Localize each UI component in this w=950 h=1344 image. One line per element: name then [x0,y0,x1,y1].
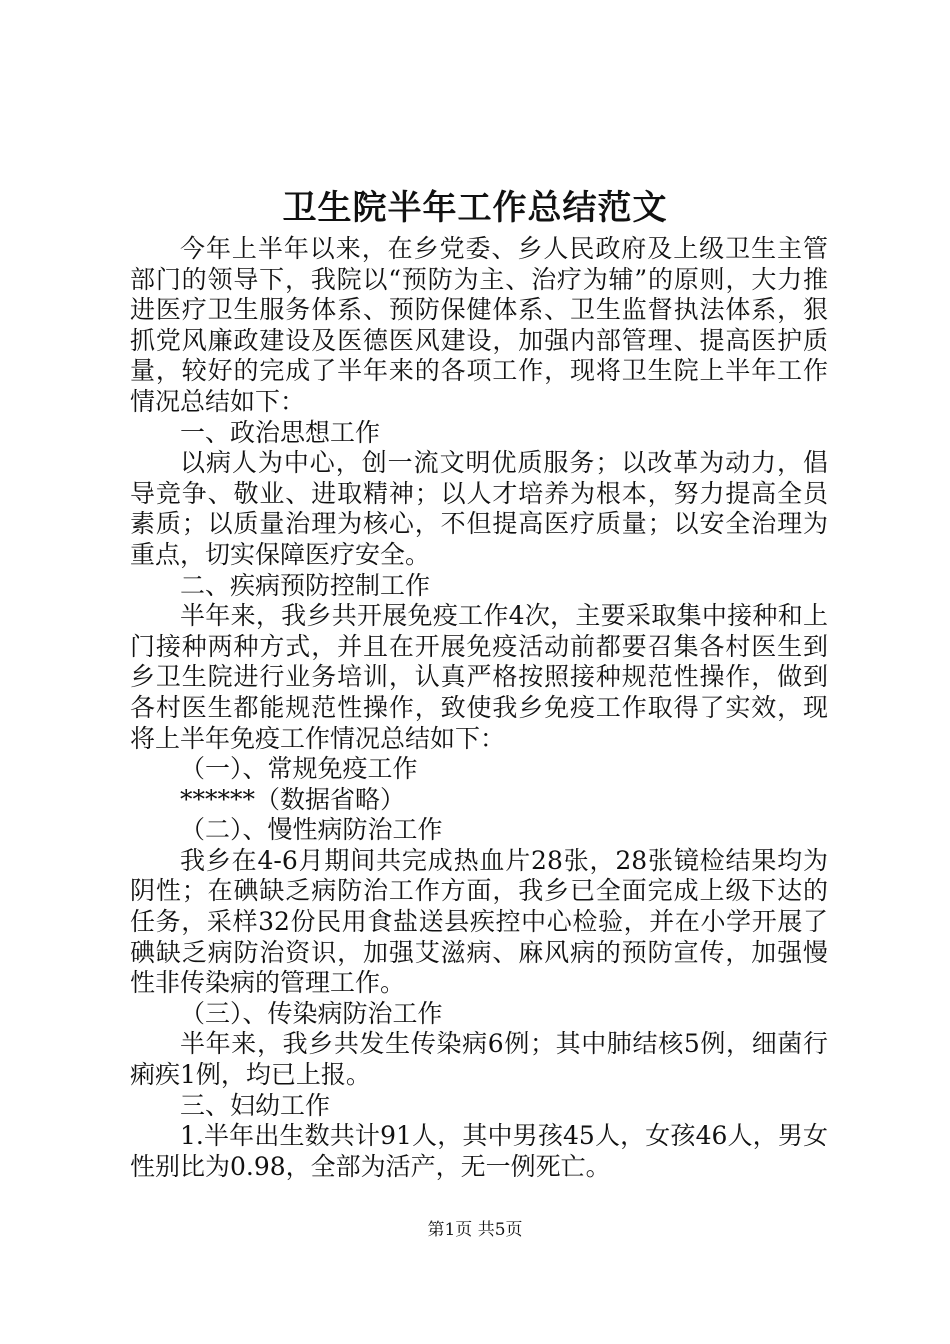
document-body [130,234,828,1182]
chronic-disease-paragraph: 我乡在4-6月期间共完成热血片28张，28张镜检结果均为阴性；在碘缺乏病防治工作方面，我乡已全面完成上级下达的任务，采样32份民用食盐送县疾控中心检验，并在小学开展了碘缺乏病防治资识，加强艾滋病、麻风病的预防宣传，加强慢性非传染病的管理工作。 [130,845,828,998]
section-heading-politics: 一、政治思想工作 [180,417,381,447]
disease-prevention-paragraph: 半年来，我乡共开展免疫工作4次，主要采取集中接种和上门接种两种方式，并且在开展免疫活动前都要召集各村医生到乡卫生院进行业务培训，认真严格按照接种规范性操作，做到各村医生都能规范性操作，致使我乡免疫工作取得了实效，现将上半年免疫工作情况总结如下： [130,601,828,753]
section-heading-disease-prevention: 二、疾病预防控制工作 [180,570,431,600]
omitted-data-line: ******（数据省略） [180,784,406,814]
intro-paragraph: 今年上半年以来，在乡党委、乡人民政府及上级卫生主管部门的领导下，我院以“预防为主、治疗为辅”的原则，大力推进医疗卫生服务体系、预防保健体系、卫生监督执法体系，狠抓党风廉政建设及医德医风建设，加强内部管理、提高医护质量，较好的完成了半年来的各项工作，现将卫生院上半年工作情况总结如下： [130,234,828,416]
subheading-chronic-disease: （二）、慢性病防治工作 [180,815,443,845]
infectious-disease-paragraph: 半年来，我乡共发生传染病6例；其中肺结核5例，细菌行痢疾1例，均已上报。 [130,1029,828,1090]
document-title: 卫生院半年工作总结范文 [282,188,668,228]
page-footer: 第1页 共5页 [427,1220,523,1240]
maternal-child-paragraph: 1.半年出生数共计91人，其中男孩45人，女孩46人，男女性别比为0.98，全部为活产，无一例死亡。 [130,1121,828,1181]
subheading-routine-immunization: （一）、常规免疫工作 [180,754,418,784]
section-heading-maternal-child: 三、妇幼工作 [180,1090,331,1120]
politics-paragraph: 以病人为中心，创一流文明优质服务；以改革为动力，倡导竞争、敬业、进取精神；以人才培养为根本，努力提高全员素质；以质量治理为核心，不但提高医疗质量；以安全治理为重点，切实保障医疗安全。 [130,448,828,569]
subheading-infectious-disease: （三）、传染病防治工作 [180,998,443,1028]
